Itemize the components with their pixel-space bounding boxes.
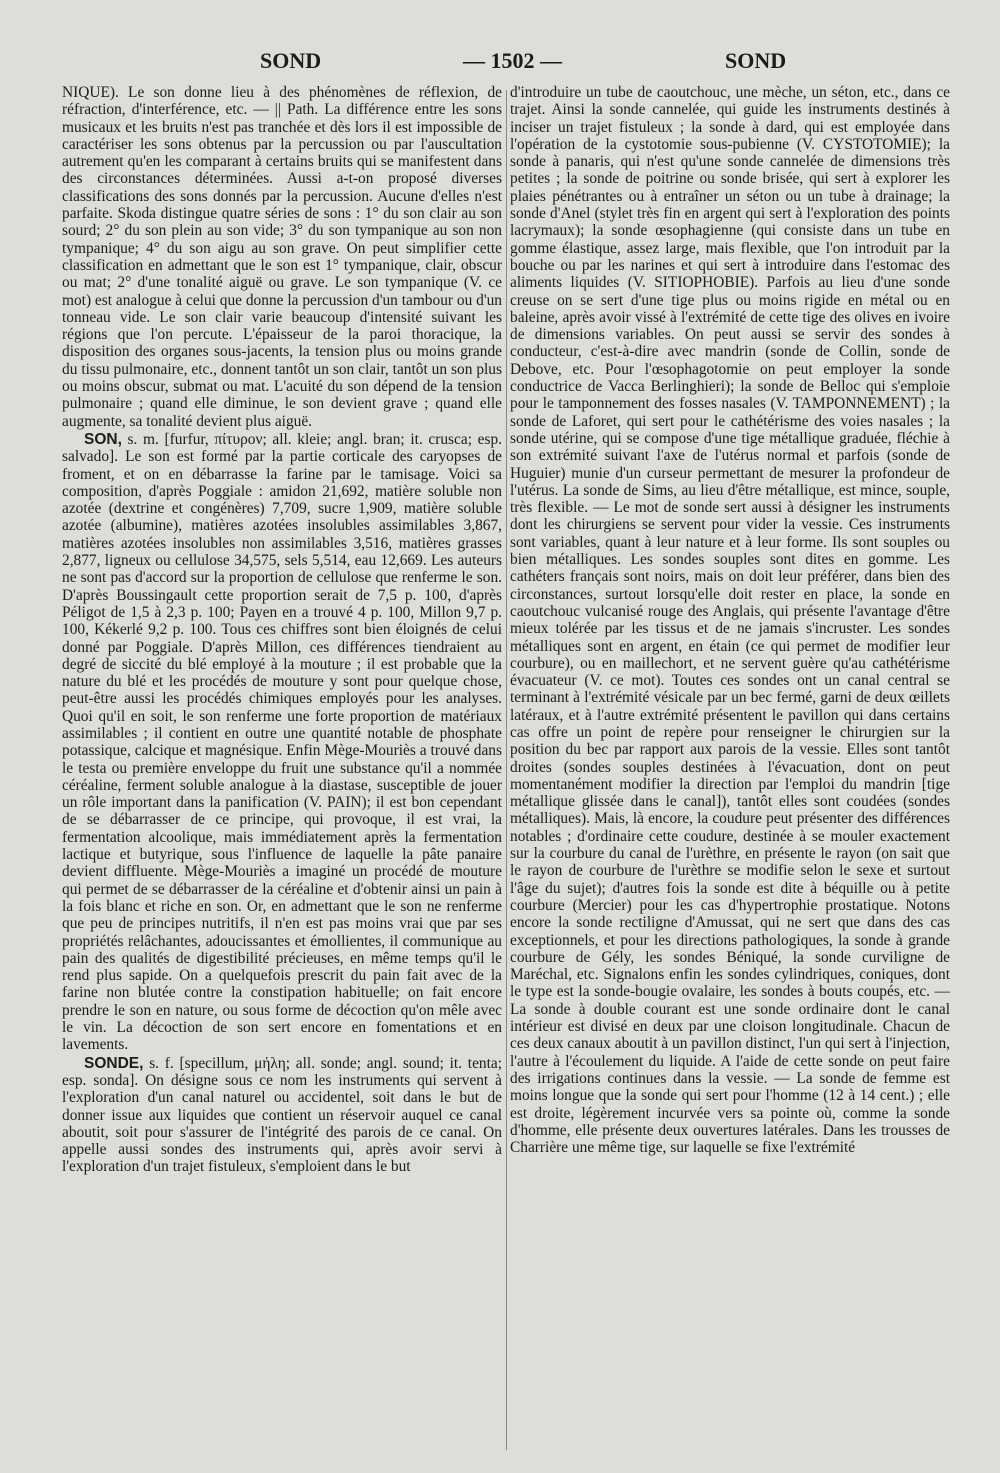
- son-entry-body: s. m. [furfur, πίτυρον; all. kleie; angl. bran; it. crusca; esp. salvado]. Le son est formé par la partie corticale des caryopses de froment, et on en débarrasse la farine par le tamisage. Voici sa composition, d'après Poggiale : amidon 21,692, matière soluble non azotée (dextrine et congénères) 7,709, sucre 1,909, matière soluble azotée (albumine), matières azotées insolubles assimilables 3,867, matières azotées insolubles non assimilables 3,516, matières grasses 2,877, ligneux ou cellulose 34,575, sels 5,514, eau 12,669. Les auteurs ne sont pas d'accord sur la proportion de cellulose que renferme le son. D'après Boussingault cette proportion serait de 7,5 p. 100, d'après Péligot de 1,5 à 2,3 p. 100; Payen en a trouvé 4 p. 100, Millon 9,7 p. 100, Kékerlé 9,2 p. 100. Tous ces chiffres sont bien éloignés de celui donné par Poggiale. D'après Millon, ces différences tiendraient au degré de siccité du blé employé à la mouture ; il est probable que la nature du blé et les procédés de mouture y sont pour quelque chose, peut-être aussi les procédés chimiques employés pour les analyses. Quoi qu'il en soit, le son renferme une forte proportion de matériaux assimilables ; il contient en outre une quantité notable de phosphate potassique, calcique et magnésique. Enfin Mège-Mouriès a trouvé dans le testa ou première enveloppe du fruit une substance qu'il a nommée céréaline, ferment soluble analogue à la diastase, susceptible de jouer un rôle important dans la panification (V. PAIN); il est bon cependant de se débarrasser de ce principe, qui provoque, il est vrai, la fermentation alcoolique, mais immédiatement après la fermentation lactique et butyrique, sous l'influence de laquelle la pâte panaire devient diffluente. Mège-Mouriès a imaginé un procédé de mouture qui permet de se débarrasser de la céréaline et d'obtenir ainsi un pain à la fois blanc et riche en son. Or, en admettant que le son ne renferme que peu de principes nutritifs, il n'en est pas moins vrai que par ses propriétés relâchantes, adoucissantes et émollientes, il communique au pain des qualités de digestibilité précieuses, en même temps qu'il le rend plus sapide. On a quelquefois prescrit du pain fait avec de la farine non blutée contre la constipation habituelle; on fait encore prendre le son en nature, ou sous forme de décoction qu'on mêle avec le vin. La décoction de son sert encore en fomentations et en lavements.: [62, 430, 502, 1054]
- header-left-word: SOND: [260, 48, 322, 73]
- sonde-continued-paragraph: d'introduire un tube de caoutchouc, une mèche, un séton, etc., dans ce trajet. Ainsi la sonde cannelée, qui guide les instruments destinés à inciser un trajet fistuleux ; la sonde à dard, qui est employée dans l'opération de la cystotomie sous-pubienne (V. CYSTOTOMIE); la sonde à panaris, qui n'est qu'une sonde cannelée de dimensions très petites ; la sonde de poitrine ou sonde brisée, qui sert à explorer les plaies pénétrantes ou à entraîner un séton ou un tube à drainage; la sonde d'Anel (stylet très fin en argent qui sert à l'exploration des points lacrymaux); la sonde œsophagienne (qui consiste dans un tube en gomme élastique, assez large, mais flexible, que l'on introduit par la bouche ou par les narines et qui sert à introduire dans l'estomac des aliments liquides (V. SITIOPHOBIE). Parfois au lieu d'une sonde creuse on se sert d'une tige plus ou moins rigide en métal ou en baleine, après avoir vissé à l'extrémité de cette tige des olives en ivoire de dimensions variables. On peut aussi se servir des sondes à conducteur, c'est-à-dire avec mandrin (sonde de Collin, sonde de Debove, etc. Pour l'œsophagotomie on peut employer la sonde conductrice de Vacca Berlinghieri); la sonde de Belloc qui s'emploie pour le tamponnement des fosses nasales (V. TAMPONNEMENT) ; la sonde de Laforet, qui sert pour le cathétérisme des voies nasales ; la sonde utérine, qui se compose d'une tige métallique graduée, fléchie à son extrémité suivant l'axe de l'utérus normal et parfois (sonde de Huguier) munie d'un curseur permettant de mesurer la profondeur de l'utérus. La sonde de Sims, au lieu d'être métallique, est mince, souple, très flexible. — Le mot de sonde sert aussi à désigner les instruments dont les chirurgiens se servent pour vider la vessie. Ces instruments sont variables, quant à leur nature et à leur forme. Ils sont souples ou bien métalliques. Les sondes souples sont dites en gomme. Les cathéters français sont noirs, mais on doit leur préférer, dans bien des circonstances, surtout lorsqu'elle doit rester en place, la sonde en caoutchouc vulcanisé rouge des Anglais, qui présente l'avantage d'être mieux tolérée par les tissus et de ne jamais s'incruster. Les sondes métalliques sont en argent, en étain (ce qui permet de modifier leur courbure), ou en maillechort, et ne servent guère qu'au cathétérisme évacuateur (V. ce mot). Toutes ces sondes ont un canal central se terminant à l'extrémité vésicale par un bec fermé, garni de deux œillets latéraux, et à l'autre extrémité présentent le pavillon qui dans certains cas offre un point de repère pour renseigner le chirurgien sur la position du bec par rapport aux parois de la vessie. Elles sont tantôt droites (sondes souples destinées à l'évacuation, dont on peut momentanément modifier la direction par l'emploi du mandrin [tige métallique glissée dans le canal]), tantôt elles sont coudées (sondes métalliques). Mais, là encore, la coudure peut présenter des différences notables ; d'ordinaire cette coudure, destinée à se mouler exactement sur la courbure du canal de l'urèthre, en présente le rayon (on sait que le rayon de courbure de l'urèthre se modifie selon le sexe et surtout l'âge du sujet); d'autres fois la sonde est dite à béquille ou à petite courbure (Mercier) pour les cas d'hypertrophie prostatique. Notons encore la sonde rectiligne d'Amussat, qui ne sert que dans des cas exceptionnels, et pour les directions pathologiques, la sonde à grande courbure de Gély, les sondes Béniqué, la sonde curviligne de Maréchal, etc. Signalons enfin les sondes cylindriques, coniques, dont le type est la sonde-bougie ovalaire, les sondes à bouts coupés, etc. — La sonde à double courant est une sonde ordinaire dont le canal intérieur est divisé en deux par une cloison longitudinale. Chacun de ces deux canaux aboutit à un pavillon distinct, l'un qui sert à l'injection, l'autre à l'écoulement du liquide. A l'aide de cette sonde on peut faire des irrigations continues dans la vessie. — La sonde de femme est moins longue que la sonde qui sert pour l'homme (12 à 14 cent.) ; elle est droite, légèrement incurvée vers sa pointe où, comme la sonde d'homme, elle présente deux ouvertures latérales. Dans les trousses de Charrière une même tige, sur laquelle se fixe l'extrémité: [510, 84, 950, 1157]
- sonde-headword: SONDE,: [84, 1054, 144, 1072]
- running-header: [60, 48, 950, 76]
- son-headword: SON,: [84, 430, 122, 448]
- son-percussion-paragraph: NIQUE). Le son donne lieu à des phénomènes de réflexion, de réfraction, d'interférence, etc. — || Path. La différence entre les sons musicaux et les bruits n'est pas tranchée et dès lors il est impossible de caractériser les sons obtenus par la percussion ou par l'auscultation autrement qu'en les comparant à certains bruits qui se manifestent dans des circonstances déterminées. Aussi a-t-on proposé diverses classifications des sons donnés par la percussion. Aucune d'elles n'est parfaite. Skoda distingue quatre séries de sons : 1° du son clair au son sourd; 2° du son plein au son vide; 3° du son tympanique au son non tympanique; 4° du son aigu au son grave. On peut simplifier cette classification en admettant que le son est 1° tympanique, clair, obscur ou mat; 2° d'une tonalité aiguë ou grave. Le son tympanique (V. ce mot) est analogue à celui que donne la percussion d'un tambour ou d'un tonneau vide. Le son clair varie beaucoup d'intensité suivant les régions que l'on percute. L'épaisseur de la paroi thoracique, la disposition des organes sous-jacents, la tension plus ou moins grande du tissu pulmonaire, etc., donnent tantôt un son clair, tantôt un son plus ou moins obscur, submat ou mat. L'acuité du son dépend de la tension pulmonaire ; quand elle diminue, le son devient grave ; quand elle augmente, sa tonalité devient plus aiguë.: [62, 84, 502, 430]
- column-divider: [506, 90, 507, 1450]
- page-number: — 1502 —: [463, 48, 562, 73]
- sonde-entry-body: s. f. [specillum, μήλη; all. sonde; angl. sound; it. tenta; esp. sonda]. On désigne sous ce nom les instruments qui servent à l'exploration d'un canal naturel ou accidentel, soit dans le but de donner issue aux liquides que contient un réservoir auquel ce canal aboutit, soit pour s'assurer de l'intégrité des parois de ce canal. On appelle aussi sondes des instruments qui, après avoir servi à l'exploration d'un trajet fistuleux, s'emploient dans le but: [62, 1054, 502, 1176]
- header-right-word: SOND: [725, 48, 787, 73]
- sonde-entry: [62, 1055, 502, 1176]
- son-bran-entry: [62, 431, 502, 1054]
- right-column: [510, 84, 950, 1454]
- left-column: [62, 84, 502, 1454]
